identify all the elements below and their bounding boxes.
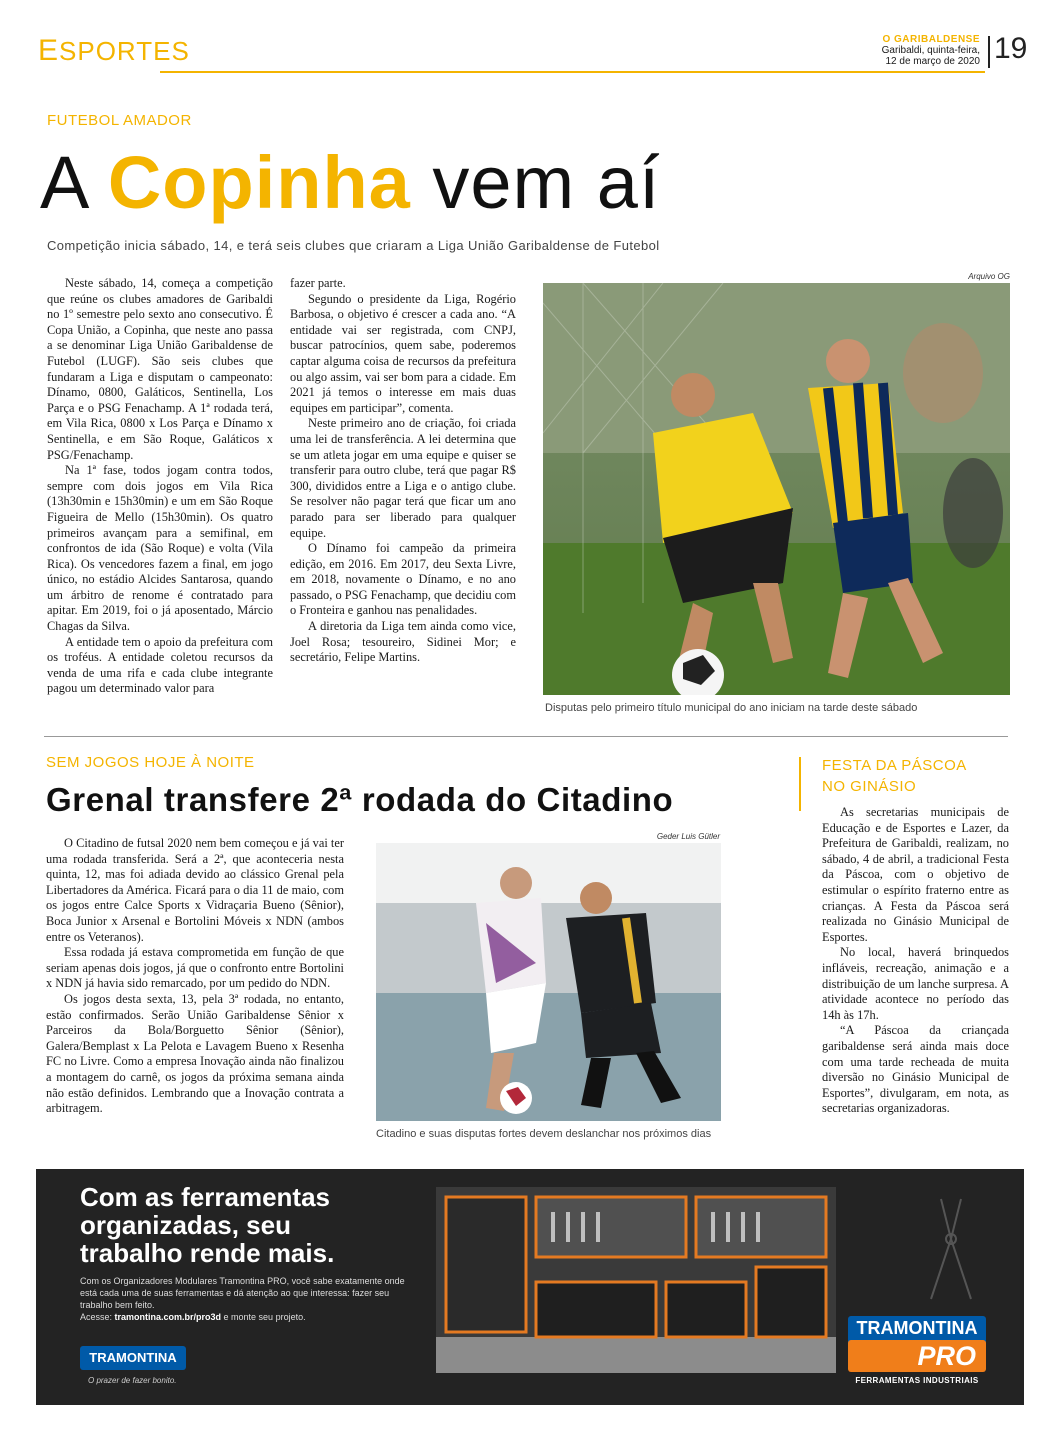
paragraph: A entidade tem o apoio da prefeitura com os troféus. A entidade coletou recursos da venda de uma rifa e cada clube integrante pagou um determinado valor para (47, 634, 273, 696)
paragraph: O Citadino de futsal 2020 nem bem começou e já vai ter uma rodada transferida. Será a 2ª, que aconteceria nesta quinta, 12, mas foi adiada devido ao clássico Grenal pela Libertadores da América. Ficará para o dia 11 de maio, com os jogos entre Calce Sports x Vidraçaria Bueno (Sênior), Boca Junior x Arsenal e Bortolini Móveis x NDN (ambos entre os Veteranos). (46, 836, 344, 944)
futsal-photo (376, 843, 721, 1121)
story3-accent-bar (799, 757, 801, 811)
tramontina-logo-large[interactable]: TRAMONTINA (848, 1316, 986, 1358)
story1-subhead: Competição inicia sábado, 14, e terá seis clubes que criaram a Liga União Garibaldense de Futebol (47, 238, 660, 253)
story1-kicker: FUTEBOL AMADOR (47, 112, 192, 129)
ad-headline: Com as ferramentas organizadas, seu trabalho rende mais. (80, 1182, 335, 1268)
paragraph: Na 1ª fase, todos jogam contra todos, sempre com dois jogos em Vila Rica (13h30min e 15h30min) e um em São Roque Figueira de Mello (15h30min). Os quatro primeiros avançam para a semifinal, em confrontos de ida (São Roque) e volta (Vila Rica). Os vencedores fazem a final, em jogo único, no estádio Alcides Santarosa, quando um árbitro de renome é contratado para apitar. Em 2019, foi o já aposentado, Márcio Chagas da Silva. (47, 463, 273, 634)
header-rule-left (160, 71, 680, 73)
section-title: ESPORTES (38, 34, 190, 67)
story1-headline: A Copinha vem aí (40, 141, 661, 224)
story2-photo-caption: Citadino e suas disputas fortes devem deslanchar nos próximos dias (376, 1128, 712, 1140)
section-divider (44, 736, 1008, 737)
paragraph: As secretarias municipais de Educação e de Esportes e Lazer, da Prefeitura de Garibaldi, realizam, no sábado, 4 de abril, a tradicional Festa da Páscoa, com o objetivo de estimular o espírito fraterno entre as crianças. A Festa da Páscoa será realizada no Ginásio Municipal de Esportes. (822, 805, 1009, 944)
story3-kicker: FESTA DA PÁSCOA NO GINÁSIO (822, 757, 967, 795)
header-rule-right (672, 71, 985, 73)
paragraph: No local, haverá brinquedos infláveis, recreação, animação e a distribuição de um lanche surpresa. A atividade acontece no período das 14h às 17h. (822, 945, 1009, 1022)
story3-column (822, 805, 1009, 1117)
paragraph: Os jogos desta sexta, 13, pela 3ª rodada, no entanto, estão confirmados. Serão União Garibaldense Sênior x Parceiros da Bola/Borguetto Sênior (Sênior), Galera/Bemplast x La Pelota e Lavagem Bueno x Resenha FC no Livre. Como a empresa Inovação ainda não finalizou a montagem do carnê, os jogos da próxima semana ainda não estão definidos. Lembrando que a Inovação contrata a arbitragem. (46, 991, 344, 1116)
paper-name: O GARIBALDENSE (882, 34, 980, 45)
page-number: 19 (994, 32, 1028, 65)
story2-photo-credit: Geder Luis Gütler (656, 832, 720, 841)
story1-column-2 (290, 276, 516, 666)
paragraph: “A Páscoa da criançada garibaldense será ainda mais doce com uma tarde recheada de muita diversão no Ginásio Municipal de Esportes”, divulgaram, em nota, as secretarias organizadoras. (822, 1023, 1009, 1116)
paragraph: Neste sábado, 14, começa a competição que reúne os clubes amadores de Garibaldi no 1º semestre pelo sexto ano consecutivo. É Copa União, a Copinha, que neste ano passa a se denominar Liga União Garibaldense de Futebol (LUGF). São seis clubes que fundaram a Liga e disputam o campeonato: Dínamo, 0800, Galáticos, Sentinella, Los Parça e o PSG Fenachamp. A 1ª rodada terá, em Vila Rica, 0800 x Los Parça e Dínamo x Sentinella, e em São Roque, Galáticos x PSG/Fenachamp. (47, 276, 273, 462)
masthead-date: 12 de março de 2020 (885, 56, 980, 67)
ad-body: Com os Organizadores Modulares Tramontina PRO, você sabe exatamente onde está cada uma de suas ferramentas e dá atenção ao que interessa: fazer seu trabalho bem feito. Acesse: tramontina.com.br/pro3d e monte seu projeto. (80, 1276, 405, 1322)
masthead-location: Garibaldi, quinta-feira, (881, 45, 980, 56)
paragraph: fazer parte. (290, 276, 346, 290)
ad-slogan: O prazer de fazer bonito. (88, 1376, 177, 1385)
story2-kicker: SEM JOGOS HOJE À NOITE (46, 754, 255, 771)
paragraph: Neste primeiro ano de criação, foi criada uma lei de transferência. A lei determina que se um atleta jogar em uma equipe e quiser se transferir para outro clube, terá que pagar R$ 300, divididos entre a Liga e o antigo clube. Se resolver não pagar terá que ficar um ano parado para ser liberado para qualquer equipe. (290, 416, 516, 540)
paragraph: Essa rodada já estava comprometida em função de que seriam apenas dois jogos, já que o confronto entre Bortolini x NDN já havia sido remarcado, por um pedido do NDN. (46, 945, 344, 991)
pro-label: PRO (917, 1341, 976, 1371)
story1-column-1 (47, 276, 273, 697)
story1-photo-credit: Arquivo OG (968, 272, 1010, 281)
ad-link[interactable]: tramontina.com.br/pro3d (114, 1312, 222, 1322)
futsal-photo-illustration (376, 843, 721, 1121)
story1-photo-caption: Disputas pelo primeiro título municipal do ano iniciam na tarde deste sábado (545, 702, 918, 714)
story2-headline: Grenal transfere 2ª rodada do Citadino (46, 781, 674, 818)
tramontina-logo-small[interactable]: TRAMONTINA (80, 1346, 186, 1370)
soccer-photo (543, 283, 1010, 695)
paragraph: O Dínamo foi campeão da primeira edição, em 2016. Em 2017, deu Sexta Livre, em 2018, novamente o Dínamo, e no ano passado, o PSG Fenachamp, que decidiu com o Fronteira e ganhou nas penalidades. (290, 541, 516, 618)
soccer-photo-illustration (543, 283, 1010, 695)
masthead (882, 34, 980, 67)
story2-column (46, 836, 344, 1117)
pro-subtitle: FERRAMENTAS INDUSTRIAIS (855, 1376, 979, 1385)
paragraph: A diretoria da Liga tem ainda como vice, Joel Rosa; tesoureiro, Sidinei Mor; e secretário, Felipe Martins. (290, 619, 516, 665)
page-number-divider (988, 36, 990, 68)
paragraph: Segundo o presidente da Liga, Rogério Barbosa, o objetivo é crescer a cada ano. “A entidade vai ser registrada, com CNPJ, buscar patrocínios, quem sabe, poderemos captar alguma coisa de recursos da prefeitura ou algo assim, vai ser bom para a cidade. Em 2021 já temos o interesse em mais duas equipes em participar”, comenta. (290, 291, 516, 415)
